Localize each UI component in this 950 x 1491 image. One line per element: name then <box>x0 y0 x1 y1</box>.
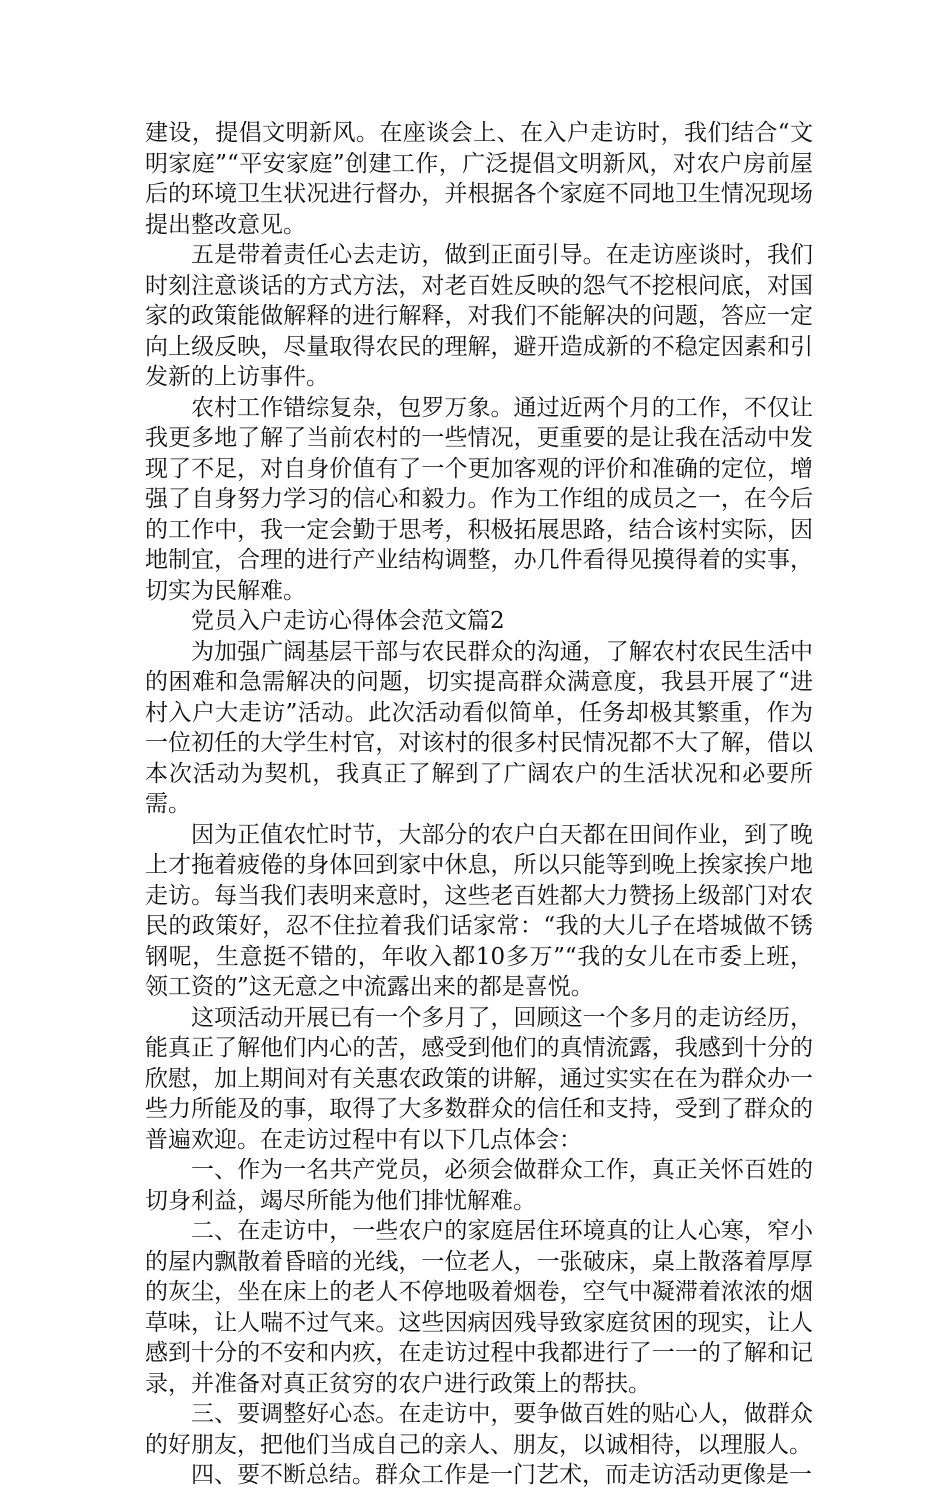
paragraph-review: 这项活动开展已有一个多月了，回顾这一个多月的走访经历，能真正了解他们内心的苦，感受到他们的真情流露，我感到十分的欣慰，加上期间对有关惠农政策的讲解，通过实实在在为群众办一些力所能及的事，取得了大多数群众的信任和支持，受到了群众的普遍欢迎。在走访过程中有以下几点体会： <box>145 1004 813 1153</box>
paragraph-point-three: 三、要调整好心态。在走访中，要争做百姓的贴心人，做群众的好朋友，把他们当成自己的亲人、朋友，以诚相待，以理服人。 <box>145 1401 813 1458</box>
paragraph-point-five: 五是带着责任心去走访，做到正面引导。在走访座谈时，我们时刻注意谈话的方式方法，对老百姓反映的怨气不挖根问底，对国家的政策能做解释的进行解释，对我们不能解决的问题，答应一定向上级反映，尽量取得农民的理解，避开造成新的不稳定因素和引发新的上访事件。 <box>145 242 813 390</box>
paragraph-continuation: 建设，提倡文明新风。在座谈会上、在入户走访时，我们结合“文明家庭”“平安家庭”创建工作，广泛提倡文明新风，对农户房前屋后的环境卫生状况进行督办，并根据各个家庭不同地卫生情况现场提出整改意见。 <box>145 120 813 238</box>
document-page <box>145 118 813 1491</box>
paragraph-intro: 为加强广阔基层干部与农民群众的沟通，了解农村农民生活中的困难和急需解决的问题，切实提高群众满意度，我县开展了“进村入户大走访”活动。此次活动看似简单，任务却极其繁重，作为一位初任的大学生村官，对该村的很多村民情况都不大了解，借以本次活动为契机，我真正了解到了广阔农户的生活状况和必要所需。 <box>145 638 813 817</box>
paragraph-point-one: 一、作为一名共产党员，必须会做群众工作，真正关怀百姓的切身利益，竭尽所能为他们排忧解难。 <box>145 1157 813 1214</box>
paragraph-farming-season: 因为正值农忙时节，大部分的农户白天都在田间作业，到了晚上才拖着疲倦的身体回到家中休息，所以只能等到晚上挨家挨户地走访。每当我们表明来意时，这些老百姓都大力赞扬上级部门对农民的政策好，忍不住拉着我们话家常：“我的大儿子在塔城做不锈钢呢，生意挺不错的，年收入都10多万”“我的女儿在市委上班，领工资的”这无意之中流露出来的都是喜悦。 <box>145 821 813 1000</box>
paragraph-point-four: 四、要不断总结。群众工作是一门艺术，而走访活动更像是一 <box>191 1462 812 1488</box>
paragraph-point-two: 二、在走访中，一些农户的家庭居住环境真的让人心寒，窄小的屋内飘散着昏暗的光线，一位老人，一张破床，桌上散落着厚厚的灰尘，坐在床上的老人不停地吸着烟卷，空气中凝滞着浓浓的烟草味，让人喘不过气来。这些因病因残导致家庭贫困的现实，让人感到十分的不安和内疚，在走访过程中我都进行了一一的了解和记录，并准备对真正贫穷的农户进行政策上的帮扶。 <box>145 1218 813 1397</box>
paragraph-conclusion: 农村工作错综复杂，包罗万象。通过近两个月的工作，不仅让我更多地了解了当前农村的一些情况，更重要的是让我在活动中发现了不足，对自身价值有了一个更加客观的评价和准确的定位，增强了自身努力学习的信心和毅力。作为工作组的成员之一，在今后的工作中，我一定会勤于思考，积极拓展思路，结合该村实际，因地制宜，合理的进行产业结构调整，办几件看得见摸得着的实事，切实为民解难。 <box>145 394 813 604</box>
section-heading: 党员入户走访心得体会范文篇2 <box>191 608 505 634</box>
